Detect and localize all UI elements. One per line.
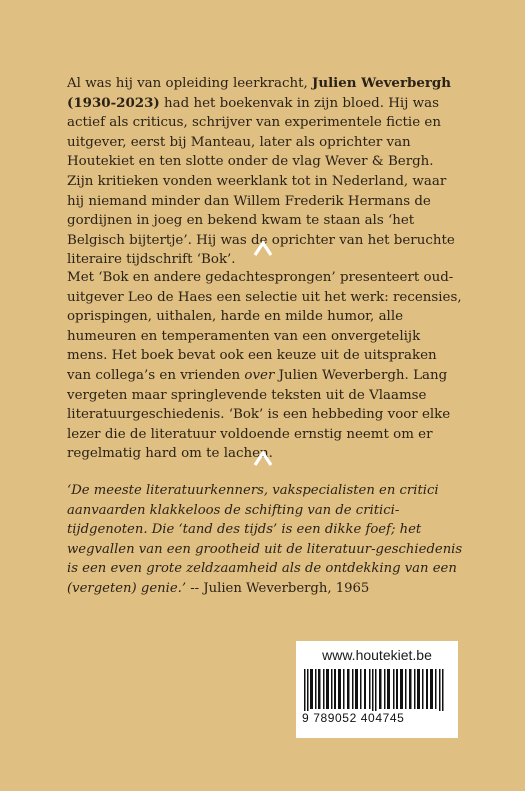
description-text: Met ‘Bok en andere gedachtesprongen’ presenteert oud-uitgever Leo de Haes een selectie uit het werk: recensies, oprispingen, uithalen, harde en milde humor, alle humeuren en temperamenten van een onvergetelijk mens. Het boek bevat ook een keuze uit de uitspraken van collega’s en vrienden [67,270,462,383]
caret-ornament-icon [253,240,273,256]
book-description-paragraph [67,268,463,464]
publisher-url: www.houtekiet.be [322,647,432,663]
isbn-number: 9 789052 404745 [302,711,405,725]
author-quote [67,481,463,599]
bio-intro-text: Al was hij van opleiding leerkracht, [67,76,313,91]
quote-text: ‘De meeste literatuurkenners, vakspecialisten en critici aanvaarden klakkeloos de schifting van de critici-tijdgenoten. Die ‘tand des tijds’ is een dikke foef; het wegvallen van een grootheid uit de literatuur-geschiedenis is een even grote zeldzaamheid als de ontdekking van een (vergeten) genie.’ [67,483,463,596]
author-name: Julien Weverbergh (1930-2023) [67,75,452,111]
barcode-bars [302,669,452,711]
description-italic-word: over [244,367,275,383]
caret-ornament-icon [253,450,273,466]
quote-attribution: -- Julien Weverbergh, 1965 [186,580,370,596]
description-text-end: Julien Weverbergh. Lang vergeten maar springlevende teksten uit de Vlaamse literatuurgeschiedenis. ‘Bok’ is een hebbeding voor elke lezer die de literatuur voldoende ernstig neemt om er regelmatig hard om te lachen. [67,367,451,462]
bio-body-text: had het boekenvak in zijn bloed. Hij was actief als criticus, schrijver van experimentele fictie en uitgever, eerst bij Manteau, later als oprichter van Houtekiet en ten slotte onder de vlag Wever & Bergh. Zijn kritieken vonden weerklank tot in Nederland, waar hij niemand minder dan Willem Frederik Hermans de gordijnen in joeg en bekend kwam te staan als ‘het Belgisch bijtertje’. Hij was de oprichter van het beruchte literaire tijdschrift ‘Bok’. [67,95,455,268]
isbn-barcode-box [296,641,458,738]
